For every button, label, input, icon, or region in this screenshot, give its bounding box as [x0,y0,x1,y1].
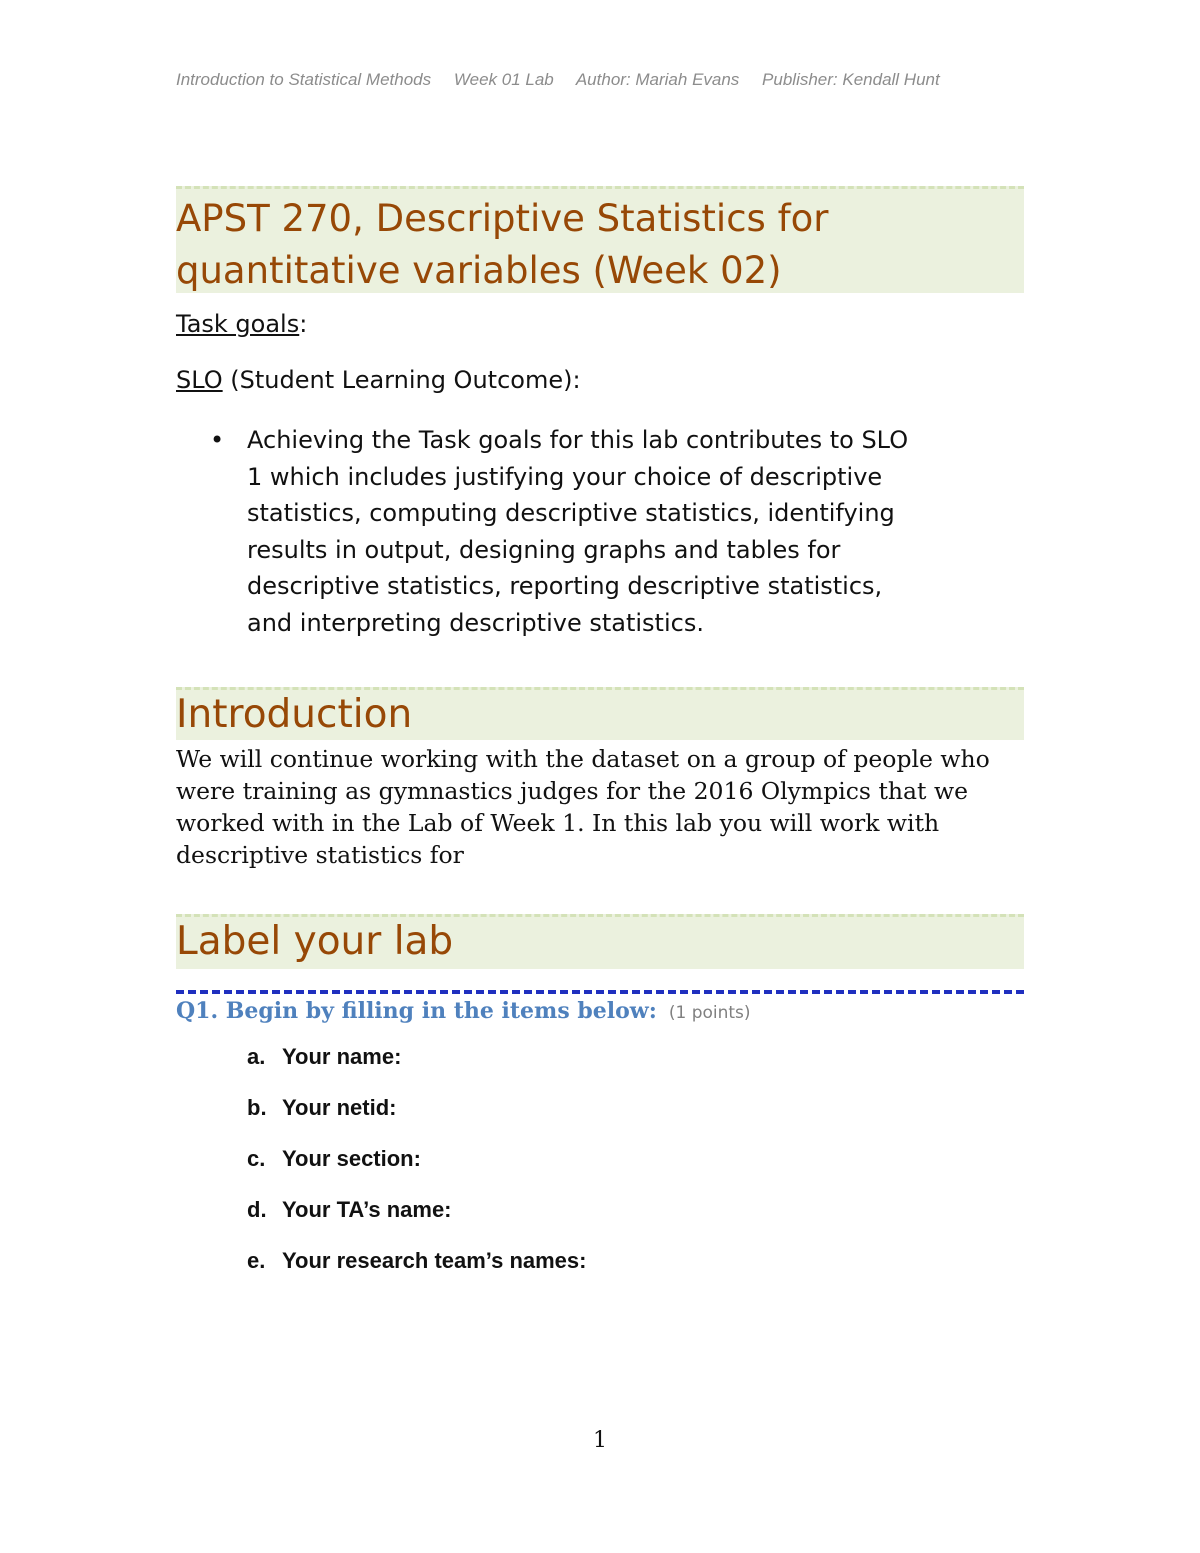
bullet-line: descriptive statistics, reporting descriptive statistics, [247,572,883,600]
item-letter: e. [247,1248,266,1273]
introduction-heading-text: Introduction [176,692,413,737]
label-lab-heading [176,914,1024,969]
item-letter: b. [247,1095,267,1120]
paragraph-line: worked with in the Lab of Week 1. In this lab you will work with [176,809,940,837]
label-lab-heading-text: Label your lab [176,919,454,964]
header-author: Author: Mariah Evans [575,70,740,89]
task-goals-colon: : [299,310,308,338]
bullet-dot-icon: • [210,426,225,454]
header-publisher: Publisher: Kendall Hunt [762,70,940,89]
item-label: Your TA’s name: [282,1197,452,1222]
page-number: 1 [593,1428,607,1453]
bullet-line: results in output, designing graphs and tables for [247,535,841,564]
fill-item-section[interactable] [247,1146,421,1172]
task-goals-text: Task goals [176,310,300,338]
fill-item-team-names[interactable] [247,1248,586,1274]
page-header [176,70,1036,90]
introduction-paragraph [176,743,1026,871]
title-line-2: quantitative variables (Week 02) [176,249,782,292]
fill-item-ta-name[interactable] [247,1197,452,1223]
question-1 [176,998,751,1024]
task-goals-label [176,310,307,338]
item-letter: d. [247,1197,267,1222]
document-title [176,186,1024,293]
bullet-line: statistics, computing descriptive statistics, identifying [247,499,895,527]
slo-label [176,366,581,394]
slo-abbrev: SLO [176,366,223,394]
paragraph-line: We will continue working with the dataset on a group of people who [176,745,990,773]
bullet-line: and interpreting descriptive statistics. [247,608,704,637]
question-divider [176,990,1024,994]
title-line-1: APST 270, Descriptive Statistics for [176,197,829,240]
fill-item-name[interactable] [247,1044,401,1070]
header-week: Week 01 Lab [453,70,554,89]
paragraph-line: were training as gymnastics judges for the 2016 Olympics that we [176,777,968,805]
item-letter: c. [247,1146,266,1171]
bullet-line: Achieving the Task goals for this lab contributes to SLO [247,426,909,454]
bullet-text [247,422,908,641]
item-label: Your name: [282,1044,402,1069]
fill-item-netid[interactable] [247,1095,396,1121]
item-letter: a. [247,1044,266,1069]
bullet-line: 1 which includes justifying your choice of descriptive [247,462,883,491]
item-label: Your section: [282,1146,421,1171]
question-1-text: Q1. Begin by filling in the items below: [176,998,657,1024]
item-label: Your research team’s names: [282,1248,587,1273]
slo-expansion: (Student Learning Outcome): [222,366,581,394]
question-1-points: (1 points) [668,1003,751,1023]
introduction-heading [176,687,1024,740]
header-course: Introduction to Statistical Methods [176,70,432,89]
item-label: Your netid: [282,1095,397,1120]
paragraph-line: descriptive statistics for [176,841,464,869]
